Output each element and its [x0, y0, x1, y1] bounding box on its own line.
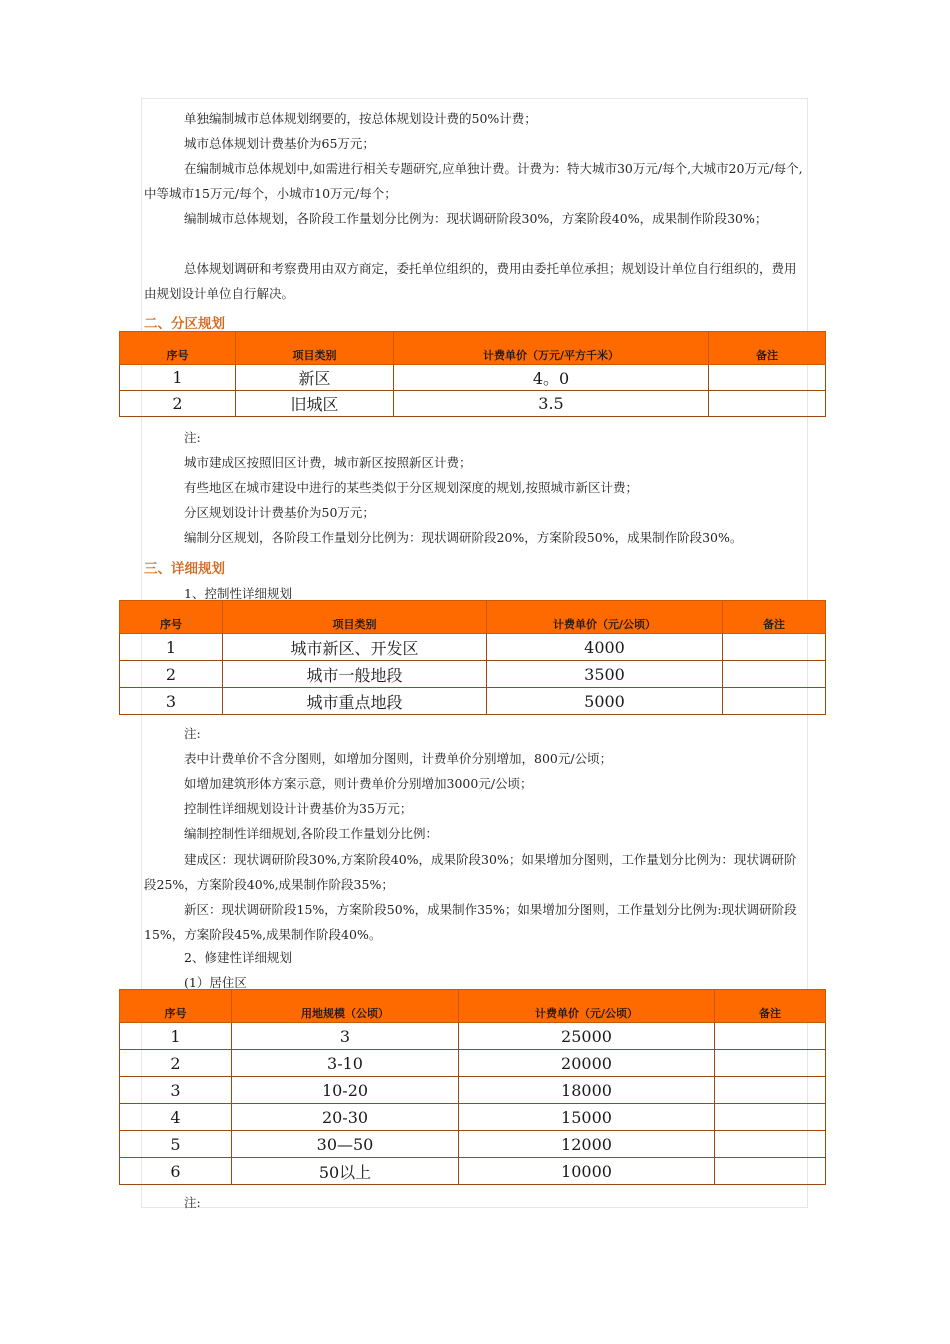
note-label: 注:	[184, 1195, 201, 1210]
table-cell: 5	[120, 1131, 232, 1158]
note-label: 注:	[184, 430, 201, 445]
note-item: 控制性详细规划设计计费基价为35万元；	[184, 801, 413, 816]
table-cell: 20000	[459, 1050, 715, 1077]
table-cell: 3-10	[232, 1050, 459, 1077]
table-cell	[715, 1104, 826, 1131]
table-row	[120, 391, 826, 417]
table-cell	[709, 391, 826, 417]
table-cell: 10-20	[232, 1077, 459, 1104]
table-cell: 城市一般地段	[223, 661, 487, 688]
table-cell: 2	[120, 1050, 232, 1077]
table-header-cell: 计费单价（元/公顷）	[487, 601, 723, 634]
table-row	[120, 1104, 826, 1131]
note-item: 新区：现状调研阶段15%，方案阶段50%，成果制作35%；如果增加分图则，工作量划分比例为:现状调研阶段15%，方案阶段45%,成果制作阶段40%。	[144, 902, 797, 942]
table-header-cell: 备注	[709, 332, 826, 365]
table-cell: 3	[120, 1077, 232, 1104]
table-cell: 3500	[487, 661, 723, 688]
note-item: 编制控制性详细规划,各阶段工作量划分比例：	[184, 826, 438, 841]
table-cell: 3	[232, 1023, 459, 1050]
note-item: 有些地区在城市建设中进行的某些类似于分区规划深度的规划,按照城市新区计费；	[184, 480, 638, 495]
table-cell: 1	[120, 1023, 232, 1050]
paragraph: 总体规划调研和考察费用由双方商定，委托单位组织的，费用由委托单位承担；规划设计单位自行组织的，费用由规划设计单位自行解决。	[144, 261, 797, 301]
table-cell: 4000	[487, 634, 723, 661]
table-row	[120, 1050, 826, 1077]
table-row	[120, 365, 826, 391]
table-row	[120, 688, 826, 715]
table-cell: 12000	[459, 1131, 715, 1158]
table-row	[120, 634, 826, 661]
table-cell: 6	[120, 1158, 232, 1185]
table-cell: 4。0	[394, 365, 709, 391]
table-cell	[715, 1131, 826, 1158]
subsection-title: 1、控制性详细规划	[184, 586, 292, 601]
paragraph: 单独编制城市总体规划纲要的，按总体规划设计费的50%计费；	[184, 111, 537, 126]
note-item: 建成区：现状调研阶段30%,方案阶段40%，成果阶段30%；如果增加分图则，工作量划分比例为：现状调研阶段25%，方案阶段40%,成果制作阶段35%；	[144, 852, 797, 892]
control-plan-fee-table	[119, 600, 826, 715]
table-cell: 1	[120, 634, 223, 661]
table-header-cell: 计费单价（元/公顷）	[459, 990, 715, 1023]
table-cell: 4	[120, 1104, 232, 1131]
table-cell	[723, 634, 826, 661]
table-cell: 30—50	[232, 1131, 459, 1158]
table-cell: 新区	[236, 365, 394, 391]
subsection-title: 2、修建性详细规划	[184, 950, 292, 965]
table-cell: 城市重点地段	[223, 688, 487, 715]
table-row	[120, 1158, 826, 1185]
note-item: 分区规划设计计费基价为50万元；	[184, 505, 375, 520]
table-cell: 3	[120, 688, 223, 715]
table-cell: 3.5	[394, 391, 709, 417]
table-cell: 旧城区	[236, 391, 394, 417]
table-cell: 50以上	[232, 1158, 459, 1185]
table-cell: 20-30	[232, 1104, 459, 1131]
table-cell: 18000	[459, 1077, 715, 1104]
note-item: 如增加建筑形体方案示意，则计费单价分别增加3000元/公顷；	[184, 776, 533, 791]
table-header-cell: 序号	[120, 601, 223, 634]
table-cell: 10000	[459, 1158, 715, 1185]
paragraph: 城市总体规划计费基价为65万元；	[184, 136, 375, 151]
note-label: 注:	[184, 726, 201, 741]
table-cell: 25000	[459, 1023, 715, 1050]
table-header-cell: 项目类别	[223, 601, 487, 634]
table-cell: 城市新区、开发区	[223, 634, 487, 661]
note-item: 城市建成区按照旧区计费，城市新区按照新区计费；	[184, 455, 472, 470]
table-header-cell: 用地规模（公顷）	[232, 990, 459, 1023]
table-cell: 1	[120, 365, 236, 391]
table-cell	[715, 1050, 826, 1077]
table-cell	[723, 661, 826, 688]
note-item: 表中计费单价不含分图则，如增加分图则，计费单价分别增加，800元/公顷；	[184, 751, 613, 766]
table-header-cell: 备注	[723, 601, 826, 634]
zoning-fee-table	[119, 331, 826, 417]
paragraph: 在编制城市总体规划中,如需进行相关专题研究,应单独计费。计费为：特大城市30万元/每个,大城市20万元/每个,中等城市15万元/每个，小城市10万元/每个；	[144, 161, 803, 201]
table-header-cell: 序号	[120, 332, 236, 365]
table-cell	[715, 1023, 826, 1050]
section-heading: 二、分区规划	[144, 316, 225, 332]
table-header-cell: 序号	[120, 990, 232, 1023]
paragraph: 编制城市总体规划，各阶段工作量划分比例为：现状调研阶段30%，方案阶段40%，成果制作阶段30%；	[184, 211, 768, 226]
table-row	[120, 1077, 826, 1104]
table-cell: 15000	[459, 1104, 715, 1131]
table-row	[120, 661, 826, 688]
table-cell	[715, 1077, 826, 1104]
table-header-cell: 计费单价（万元/平方千米）	[394, 332, 709, 365]
residential-fee-table	[119, 989, 826, 1185]
table-cell: 5000	[487, 688, 723, 715]
table-cell	[709, 365, 826, 391]
table-header-cell: 项目类别	[236, 332, 394, 365]
table-header-cell: 备注	[715, 990, 826, 1023]
table-cell	[723, 688, 826, 715]
table-cell: 2	[120, 391, 236, 417]
table-row	[120, 1023, 826, 1050]
table-cell: 2	[120, 661, 223, 688]
subsection-title: (1）居住区	[184, 975, 247, 990]
table-row	[120, 1131, 826, 1158]
note-item: 编制分区规划，各阶段工作量划分比例为：现状调研阶段20%，方案阶段50%，成果制作阶段30%。	[184, 530, 743, 545]
section-heading: 三、详细规划	[144, 561, 225, 577]
table-cell	[715, 1158, 826, 1185]
